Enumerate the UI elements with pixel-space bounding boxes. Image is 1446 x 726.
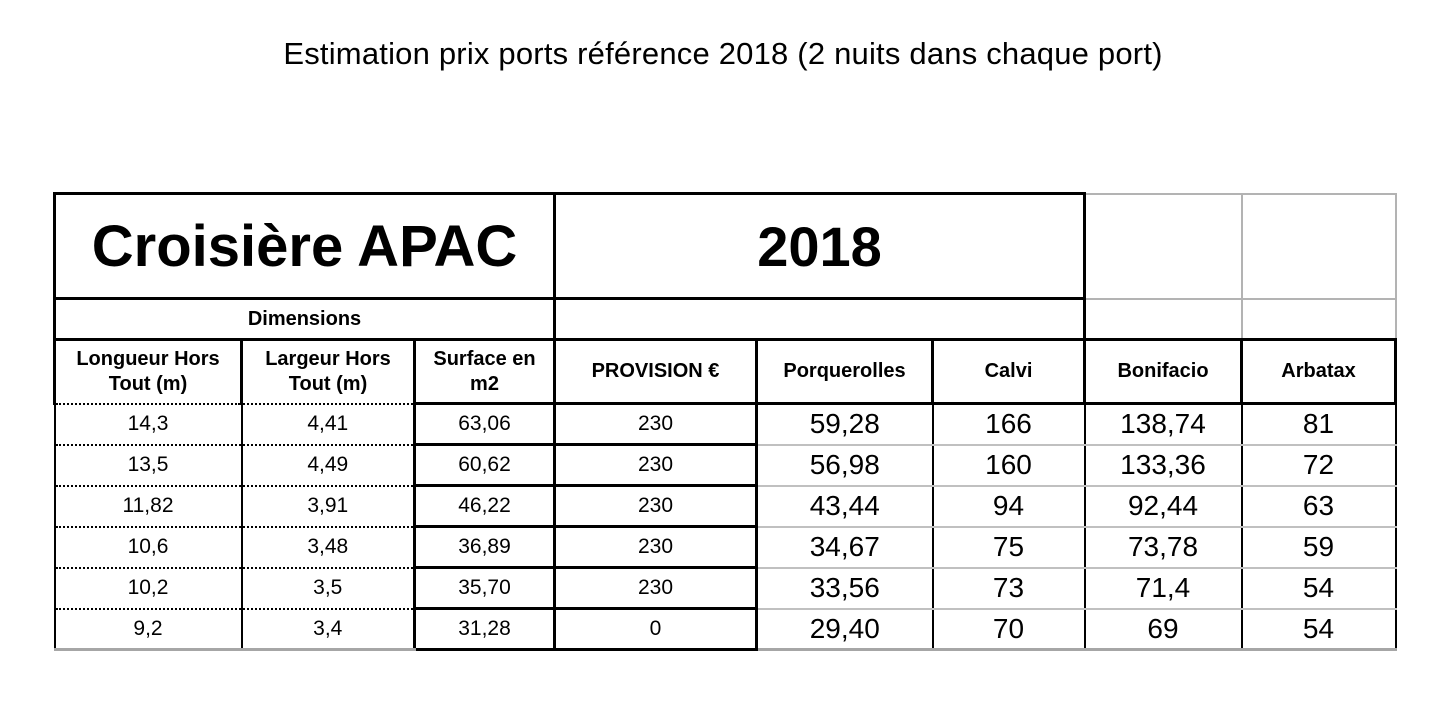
empty-cell	[1085, 194, 1242, 299]
column-header-row	[55, 340, 1396, 404]
col-header-bonifacio: Bonifacio	[1085, 340, 1242, 404]
cell-calvi: 73	[933, 568, 1085, 609]
cell-surface: 60,62	[415, 445, 555, 486]
col-header-calvi: Calvi	[933, 340, 1085, 404]
cell-longueur: 10,6	[55, 527, 242, 568]
cell-porquerolles: 56,98	[757, 445, 933, 486]
table-row	[55, 445, 1396, 486]
cell-largeur: 4,49	[242, 445, 415, 486]
cell-arbatax: 72	[1242, 445, 1396, 486]
empty-cell	[1085, 299, 1242, 340]
cell-calvi: 160	[933, 445, 1085, 486]
table-row	[55, 404, 1396, 445]
cell-calvi: 70	[933, 609, 1085, 650]
cell-longueur: 13,5	[55, 445, 242, 486]
col-header-longueur: Longueur Hors Tout (m)	[55, 340, 242, 404]
cell-bonifacio: 71,4	[1085, 568, 1242, 609]
table-row	[55, 568, 1396, 609]
empty-cell	[1242, 299, 1396, 340]
cell-longueur: 11,82	[55, 486, 242, 527]
cell-longueur: 14,3	[55, 404, 242, 445]
cell-bonifacio: 133,36	[1085, 445, 1242, 486]
cell-arbatax: 54	[1242, 568, 1396, 609]
table-row	[55, 609, 1396, 650]
cell-provision: 230	[555, 486, 757, 527]
cell-arbatax: 54	[1242, 609, 1396, 650]
cell-largeur: 4,41	[242, 404, 415, 445]
cell-longueur: 9,2	[55, 609, 242, 650]
cell-porquerolles: 34,67	[757, 527, 933, 568]
table-title-row	[55, 194, 1396, 299]
cell-surface: 63,06	[415, 404, 555, 445]
cell-calvi: 166	[933, 404, 1085, 445]
cell-bonifacio: 73,78	[1085, 527, 1242, 568]
cell-provision: 230	[555, 445, 757, 486]
empty-cell	[555, 299, 1085, 340]
dimensions-row	[55, 299, 1396, 340]
col-header-arbatax: Arbatax	[1242, 340, 1396, 404]
dimensions-label-cell: Dimensions	[55, 299, 555, 340]
cell-porquerolles: 59,28	[757, 404, 933, 445]
cell-provision: 230	[555, 404, 757, 445]
cell-calvi: 94	[933, 486, 1085, 527]
cell-arbatax: 63	[1242, 486, 1396, 527]
cell-arbatax: 59	[1242, 527, 1396, 568]
cell-largeur: 3,5	[242, 568, 415, 609]
col-header-porquerolles: Porquerolles	[757, 340, 933, 404]
cell-bonifacio: 138,74	[1085, 404, 1242, 445]
cruise-title-cell: Croisière APAC	[55, 194, 555, 299]
cell-surface: 46,22	[415, 486, 555, 527]
cell-bonifacio: 69	[1085, 609, 1242, 650]
year-cell: 2018	[555, 194, 1085, 299]
cell-provision: 230	[555, 527, 757, 568]
col-header-provision: PROVISION €	[555, 340, 757, 404]
cell-surface: 36,89	[415, 527, 555, 568]
cell-porquerolles: 29,40	[757, 609, 933, 650]
empty-cell	[1242, 194, 1396, 299]
cell-provision: 230	[555, 568, 757, 609]
col-header-largeur: Largeur Hors Tout (m)	[242, 340, 415, 404]
table-row	[55, 486, 1396, 527]
cell-largeur: 3,91	[242, 486, 415, 527]
cell-largeur: 3,48	[242, 527, 415, 568]
cell-porquerolles: 43,44	[757, 486, 933, 527]
cell-calvi: 75	[933, 527, 1085, 568]
cell-longueur: 10,2	[55, 568, 242, 609]
cell-provision: 0	[555, 609, 757, 650]
cell-surface: 35,70	[415, 568, 555, 609]
table-row	[55, 527, 1396, 568]
col-header-surface: Surface en m2	[415, 340, 555, 404]
cell-arbatax: 81	[1242, 404, 1396, 445]
ports-price-table	[53, 192, 1397, 651]
cell-surface: 31,28	[415, 609, 555, 650]
document-title: Estimation prix ports référence 2018 (2 nuits dans chaque port)	[283, 36, 1163, 71]
cell-bonifacio: 92,44	[1085, 486, 1242, 527]
cell-porquerolles: 33,56	[757, 568, 933, 609]
cell-largeur: 3,4	[242, 609, 415, 650]
